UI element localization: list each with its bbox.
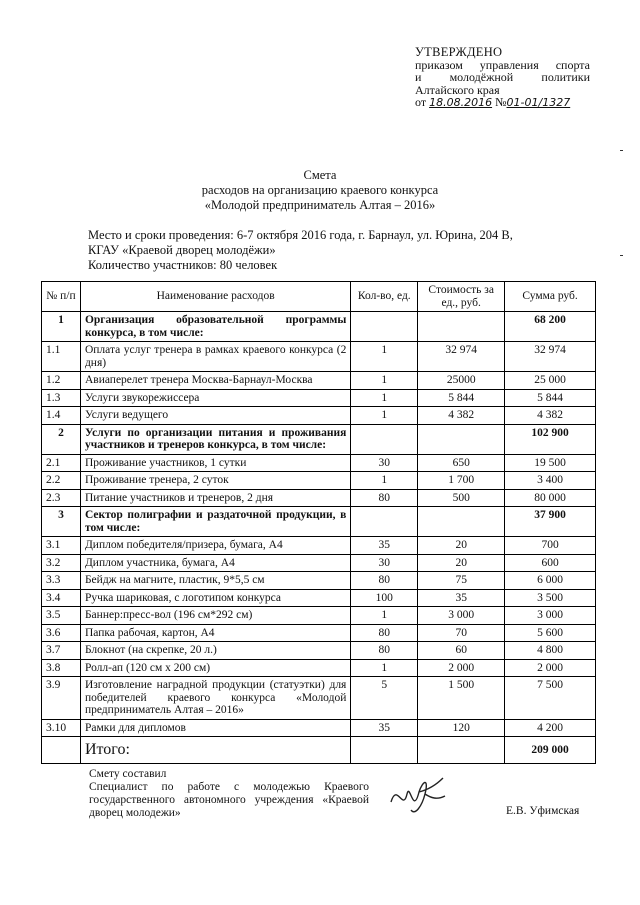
approval-line-2: и молодёжной политики	[415, 70, 590, 84]
event-info	[88, 228, 513, 273]
cell-sum: 3 400	[505, 472, 596, 490]
cell-num: 3	[42, 507, 81, 537]
table-row	[42, 624, 596, 642]
cell-num: 3.4	[42, 589, 81, 607]
cell-price: 60	[418, 642, 505, 660]
cell-qty: 1	[351, 472, 418, 490]
footer-block	[89, 768, 369, 820]
cell-qty: 35	[351, 537, 418, 555]
cell-name: Сектор полиграфии и раздаточной продукции, в том числе:	[80, 507, 350, 537]
cell-name: Рамки для дипломов	[80, 719, 350, 737]
cell-sum: 102 900	[505, 424, 596, 454]
total-sum: 209 000	[505, 737, 596, 764]
cell-price: 2 000	[418, 659, 505, 677]
cell-name: Папка рабочая, картон, А4	[80, 624, 350, 642]
title-line-1: Смета	[303, 168, 337, 182]
cell-price: 1 500	[418, 677, 505, 720]
cell-num: 1.2	[42, 372, 81, 390]
cell-qty: 1	[351, 407, 418, 425]
cell-price	[418, 507, 505, 537]
cell-num: 3.9	[42, 677, 81, 720]
cell-num: 2	[42, 424, 81, 454]
table-row	[42, 372, 596, 390]
scan-speck	[620, 150, 623, 151]
cell-num: 2.2	[42, 472, 81, 490]
cell-num: 3.7	[42, 642, 81, 660]
cell-price: 25000	[418, 372, 505, 390]
cell-qty	[351, 507, 418, 537]
total-num-cell	[42, 737, 81, 764]
table-row	[42, 659, 596, 677]
document-title	[0, 168, 640, 213]
cell-name: Изготовление наградной продукции (статуэтки) для победителей краевого конкурса «Молодой предприниматель Алтая – 2016»	[80, 677, 350, 720]
header-sum: Сумма руб.	[505, 282, 596, 312]
cell-qty: 1	[351, 659, 418, 677]
cell-sum: 600	[505, 554, 596, 572]
cell-price: 75	[418, 572, 505, 590]
table-row	[42, 454, 596, 472]
cell-num: 3.1	[42, 537, 81, 555]
cell-name: Услуги ведущего	[80, 407, 350, 425]
cell-num: 3.5	[42, 607, 81, 625]
header-num: № п/п	[42, 282, 81, 312]
cell-qty: 1	[351, 389, 418, 407]
table-row	[42, 607, 596, 625]
cell-qty: 80	[351, 489, 418, 507]
cell-name: Организация образовательной программы конкурса, в том числе:	[80, 312, 350, 342]
cell-name: Баннер:пресс-вол (196 см*292 см)	[80, 607, 350, 625]
cell-price: 500	[418, 489, 505, 507]
cell-name: Бейдж на магните, пластик, 9*5,5 см	[80, 572, 350, 590]
cell-name: Оплата услуг тренера в рамках краевого конкурса (2 дня)	[80, 342, 350, 372]
cell-name: Питание участников и тренеров, 2 дня	[80, 489, 350, 507]
total-row	[42, 737, 596, 764]
cell-sum: 700	[505, 537, 596, 555]
cell-name: Услуги звукорежиссера	[80, 389, 350, 407]
cell-price: 5 844	[418, 389, 505, 407]
title-line-2: расходов на организацию краевого конкурса	[201, 183, 439, 197]
cell-name: Диплом участника, бумага, А4	[80, 554, 350, 572]
total-qty-cell	[351, 737, 418, 764]
cell-num: 1.4	[42, 407, 81, 425]
cell-sum: 3 000	[505, 607, 596, 625]
header-price: Стоимость за ед., руб.	[418, 282, 505, 312]
cell-price: 70	[418, 624, 505, 642]
cell-price	[418, 312, 505, 342]
cell-sum: 5 600	[505, 624, 596, 642]
cell-num: 3.3	[42, 572, 81, 590]
approval-date-line	[415, 96, 590, 110]
cell-price: 120	[418, 719, 505, 737]
cell-sum: 2 000	[505, 659, 596, 677]
table-row	[42, 537, 596, 555]
cell-price: 32 974	[418, 342, 505, 372]
cell-sum: 3 500	[505, 589, 596, 607]
table-section-row	[42, 312, 596, 342]
cell-price: 1 700	[418, 472, 505, 490]
table-row	[42, 389, 596, 407]
cell-qty: 80	[351, 642, 418, 660]
cell-name: Диплом победителя/призера, бумага, А4	[80, 537, 350, 555]
cell-sum: 80 000	[505, 489, 596, 507]
footer-position: Специалист по работе с молодежью Краевого государственного автономного учреждения «Краевой дворец молодежи»	[89, 781, 369, 819]
cell-sum: 25 000	[505, 372, 596, 390]
cell-num: 3.10	[42, 719, 81, 737]
cell-qty: 100	[351, 589, 418, 607]
table-row	[42, 719, 596, 737]
cell-qty: 30	[351, 454, 418, 472]
cell-qty: 35	[351, 719, 418, 737]
cell-price	[418, 424, 505, 454]
table-row	[42, 589, 596, 607]
table-row	[42, 472, 596, 490]
cell-sum: 32 974	[505, 342, 596, 372]
cell-name: Авиаперелет тренера Москва-Барнаул-Москва	[80, 372, 350, 390]
cell-qty: 30	[351, 554, 418, 572]
cell-num: 1	[42, 312, 81, 342]
approval-line-3: Алтайского края	[415, 82, 500, 97]
table-header-row	[42, 282, 596, 312]
approval-number-value: 01-01/1327	[506, 96, 571, 109]
cell-sum: 68 200	[505, 312, 596, 342]
table-section-row	[42, 507, 596, 537]
cell-sum: 4 382	[505, 407, 596, 425]
table-body	[42, 312, 596, 737]
estimate-table	[41, 281, 596, 764]
cell-name: Ролл-ап (120 см х 200 см)	[80, 659, 350, 677]
event-place: Место и сроки проведения: 6-7 октября 2016 года, г. Барнаул, ул. Юрина, 204 В,	[88, 228, 513, 242]
total-price-cell	[418, 737, 505, 764]
cell-num: 1.1	[42, 342, 81, 372]
cell-sum: 5 844	[505, 389, 596, 407]
table-row	[42, 642, 596, 660]
approval-block	[415, 46, 590, 110]
cell-qty: 80	[351, 624, 418, 642]
cell-sum: 19 500	[505, 454, 596, 472]
cell-qty: 5	[351, 677, 418, 720]
cell-price: 4 382	[418, 407, 505, 425]
cell-sum: 4 200	[505, 719, 596, 737]
title-line-3: «Молодой предприниматель Алтая – 2016»	[204, 198, 436, 212]
cell-price: 650	[418, 454, 505, 472]
event-venue: КГАУ «Краевой дворец молодёжи»	[88, 243, 276, 257]
cell-name: Блокнот (на скрепке, 20 л.)	[80, 642, 350, 660]
cell-sum: 37 900	[505, 507, 596, 537]
table-row	[42, 677, 596, 720]
cell-num: 3.2	[42, 554, 81, 572]
cell-price: 35	[418, 589, 505, 607]
approval-heading: УТВЕРЖДЕНО	[415, 45, 503, 59]
table-row	[42, 554, 596, 572]
cell-sum: 7 500	[505, 677, 596, 720]
cell-sum: 4 800	[505, 642, 596, 660]
cell-name: Услуги по организации питания и проживания участников и тренеров конкурса, в том числе:	[80, 424, 350, 454]
cell-qty: 80	[351, 572, 418, 590]
signer-name: Е.В. Уфимская	[506, 805, 580, 817]
cell-num: 1.3	[42, 389, 81, 407]
cell-name: Ручка шариковая, с логотипом конкурса	[80, 589, 350, 607]
cell-name: Проживание участников, 1 сутки	[80, 454, 350, 472]
cell-num: 3.8	[42, 659, 81, 677]
table-row	[42, 342, 596, 372]
cell-num: 2.1	[42, 454, 81, 472]
approval-line-1: приказом управления спорта	[415, 57, 590, 72]
cell-num: 2.3	[42, 489, 81, 507]
table-row	[42, 572, 596, 590]
cell-num: 3.6	[42, 624, 81, 642]
total-label: Итого:	[80, 737, 350, 764]
footer-composed: Смету составил	[89, 768, 167, 780]
approval-number-prefix: №	[495, 95, 507, 109]
table-row	[42, 407, 596, 425]
cell-sum: 6 000	[505, 572, 596, 590]
cell-qty	[351, 312, 418, 342]
cell-qty: 1	[351, 607, 418, 625]
table-section-row	[42, 424, 596, 454]
signature-icon	[385, 772, 455, 822]
event-participants: Количество участников: 80 человек	[88, 258, 278, 272]
table-row	[42, 489, 596, 507]
cell-qty: 1	[351, 342, 418, 372]
cell-price: 20	[418, 554, 505, 572]
cell-price: 20	[418, 537, 505, 555]
cell-qty: 1	[351, 372, 418, 390]
approval-date-value: 18.08.2016	[429, 96, 493, 109]
cell-price: 3 000	[418, 607, 505, 625]
approval-date-prefix: от	[415, 95, 427, 109]
header-name: Наименование расходов	[80, 282, 350, 312]
cell-name: Проживание тренера, 2 суток	[80, 472, 350, 490]
cell-qty	[351, 424, 418, 454]
header-qty: Кол-во, ед.	[351, 282, 418, 312]
scan-speck	[620, 255, 623, 256]
